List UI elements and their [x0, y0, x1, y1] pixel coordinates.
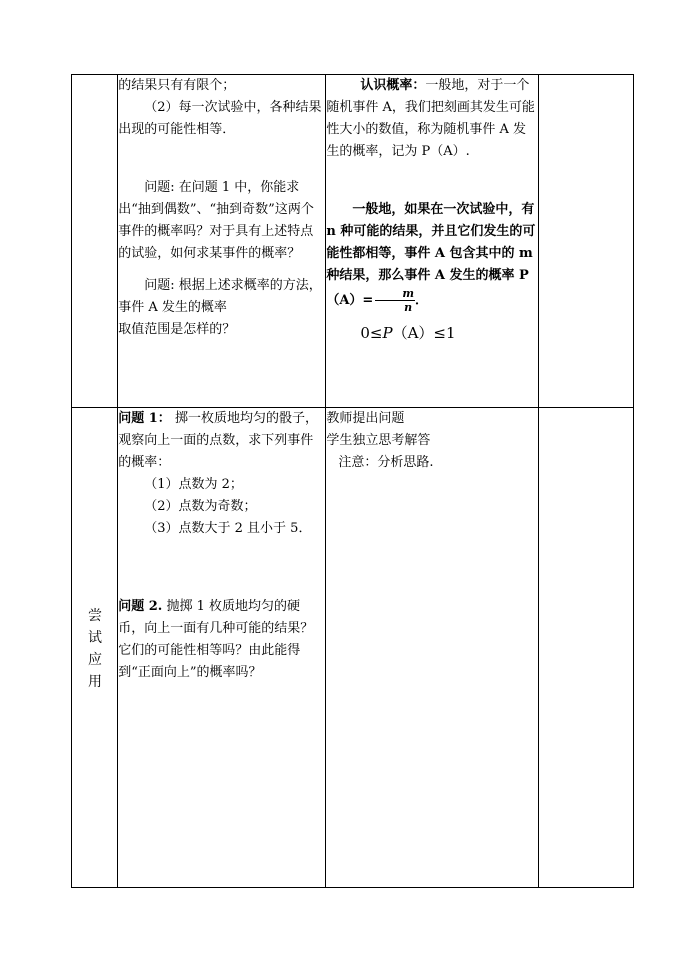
notes-cell [539, 75, 634, 408]
list-item: （3）点数大于 2 且小于 5． [144, 521, 312, 536]
text-line: 教师提出问题 [326, 411, 405, 426]
text-line: 取值范围是怎样的？ [118, 322, 236, 337]
definition-paragraph [326, 75, 538, 163]
notes-cell [539, 408, 634, 888]
list-item: （2）点数为奇数； [144, 499, 257, 514]
stage-label-char: 试 [88, 630, 102, 646]
question-label: 问题 2. [118, 599, 163, 614]
inequality-left: 0≤ [360, 324, 383, 342]
fraction-denominator: n [404, 301, 413, 314]
inequality-right: ≤1 [433, 324, 456, 342]
text-paragraph: （2）每一次试验中，各种结果出现的可能性相等． [118, 100, 322, 137]
inequality-middle: （A） [392, 324, 434, 342]
stage-cell [72, 75, 118, 408]
lesson-table [71, 74, 634, 888]
fraction-tail: ． [414, 293, 428, 308]
inequality-variable: P [382, 324, 393, 342]
definition-text: 一般地，对于一个随机事件 A，我们把刻画其发生可能性大小的数值，称为随机事件 A 发生的概率，记为 P（A）. [326, 78, 535, 159]
activity-cell [326, 75, 539, 408]
question-label: 问题 1： [118, 411, 171, 426]
rule-text: 一般地，如果在一次试验中，有 n 种可能的结果，并且它们发生的可能性都相等，事件 A 包含其中的 m 种结果，那么事件 A 发生的概率 P（A）= [326, 202, 536, 308]
question-text: 掷一枚质地均匀的骰子，观察向上一面的点数，求下列事件的概率： [118, 411, 318, 470]
stage-label-char: 尝 [88, 608, 102, 624]
text-line: 学生独立思考解答 [326, 433, 431, 448]
question-paragraph [118, 596, 325, 684]
stage-label-char: 应 [88, 652, 102, 668]
stage-label-char: 用 [88, 674, 102, 690]
table-row [72, 75, 634, 408]
stage-label [72, 605, 118, 693]
question-paragraph: 问题: 根据上述求概率的方法，事件 A 发生的概率 [118, 278, 322, 315]
stage-cell [72, 408, 118, 888]
fraction-numerator: m [375, 287, 415, 301]
table-row [72, 408, 634, 888]
question-text: 抛掷 1 枚质地均匀的硬币，向上一面有几种可能的结果？它们的可能性相等吗？由此能得到“正面向上”的概率吗？ [118, 599, 314, 680]
question-paragraph: 问题: 在问题 1 中，你能求出“抽到偶数”、“抽到奇数”这两个事件的概率吗？对于具有上述特点的试验，如何求某事件的概率？ [118, 180, 314, 261]
fraction [375, 287, 415, 314]
probability-inequality [360, 322, 538, 343]
content-cell [118, 75, 326, 408]
content-cell [118, 408, 326, 888]
text-line: 注意：分析思路. [338, 455, 434, 470]
list-item: （1）点数为 2； [144, 477, 243, 492]
question-paragraph [118, 408, 325, 474]
text-line: 的结果只有有限个； [118, 78, 236, 93]
rule-paragraph [326, 199, 538, 314]
activity-cell [326, 408, 539, 888]
definition-label: 认识概率： [360, 78, 426, 93]
